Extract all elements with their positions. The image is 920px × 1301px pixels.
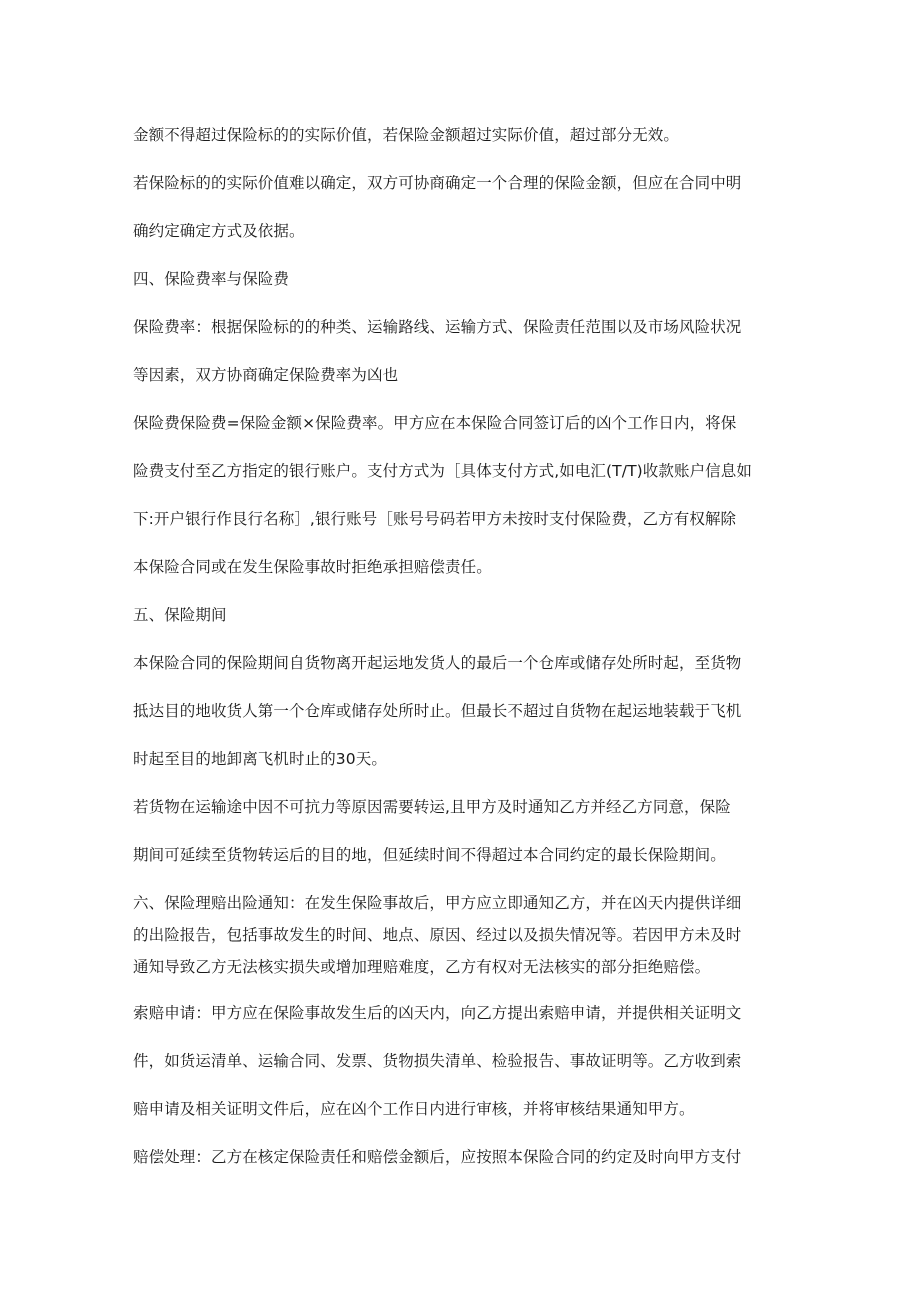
text-line: 确约定确定方式及依据。 bbox=[133, 222, 305, 240]
text-line: 若保险标的的实际价值难以确定，双方可协商确定一个合理的保险金额，但应在合同中明 bbox=[133, 174, 742, 192]
text-line: 赔偿处理：乙方在核定保险责任和赔偿金额后，应按照本保险合同的约定及时向甲方支付 bbox=[133, 1148, 742, 1166]
text-line: 本保险合同的保险期间自货物离开起运地发货人的最后一个仓库或储存处所时起，至货物 bbox=[133, 654, 742, 672]
section-heading: 四、保险费率与保险费 bbox=[133, 270, 290, 288]
text-line: 通知导致乙方无法核实损失或增加理赔难度，乙方有权对无法核实的部分拒绝赔偿。 bbox=[133, 958, 711, 976]
text-line: 赔申请及相关证明文件后，应在凶个工作日内进行审核，并将审核结果通知甲方。 bbox=[133, 1100, 695, 1118]
text-line: 索赔申请：甲方应在保险事故发生后的凶天内，向乙方提出索赔申请，并提供相关证明文 bbox=[133, 1004, 742, 1022]
text-line: 时起至目的地卸离飞机时止的30天。 bbox=[133, 750, 387, 768]
text-line: 金额不得超过保险标的的实际价值，若保险金额超过实际价值，超过部分无效。 bbox=[133, 126, 680, 144]
text-line: 保险费保险费=保险金额×保险费率。甲方应在本保险合同签订后的凶个工作日内，将保 bbox=[133, 414, 737, 432]
section-heading: 六、保险理赔出险通知：在发生保险事故后，甲方应立即通知乙方，并在凶天内提供详细 bbox=[133, 894, 742, 912]
text-line: 本保险合同或在发生保险事故时拒绝承担赔偿责任。 bbox=[133, 558, 492, 576]
text-line: 抵达目的地收货人第一个仓库或储存处所时止。但最长不超过自货物在起运地装载于飞机 bbox=[133, 702, 742, 720]
text-line: 若货物在运输途中因不可抗力等原因需要转运,且甲方及时通知乙方并经乙方同意，保险 bbox=[133, 798, 731, 816]
text-line: 保险费率：根据保险标的的种类、运输路线、运输方式、保险责任范围以及市场风险状况 bbox=[133, 318, 742, 336]
section-heading: 五、保险期间 bbox=[133, 606, 227, 624]
text-line: 件，如货运清单、运输合同、发票、货物损失清单、检验报告、事故证明等。乙方收到索 bbox=[133, 1052, 742, 1070]
text-line: 险费支付至乙方指定的银行账户。支付方式为［具体支付方式,如电汇(T/T)收款账户信息如 bbox=[133, 462, 752, 480]
text-line: 下:开户银行作艮行名称］,银行账号［账号号码若甲方未按时支付保险费，乙方有权解除 bbox=[133, 510, 737, 528]
text-line: 期间可延续至货物转运后的目的地，但延续时间不得超过本合同约定的最长保险期间。 bbox=[133, 846, 726, 864]
text-line: 的出险报告，包括事故发生的时间、地点、原因、经过以及损失情况等。若因甲方未及时 bbox=[133, 926, 742, 944]
text-line: 等因素，双方协商确定保险费率为凶也 bbox=[133, 366, 399, 384]
